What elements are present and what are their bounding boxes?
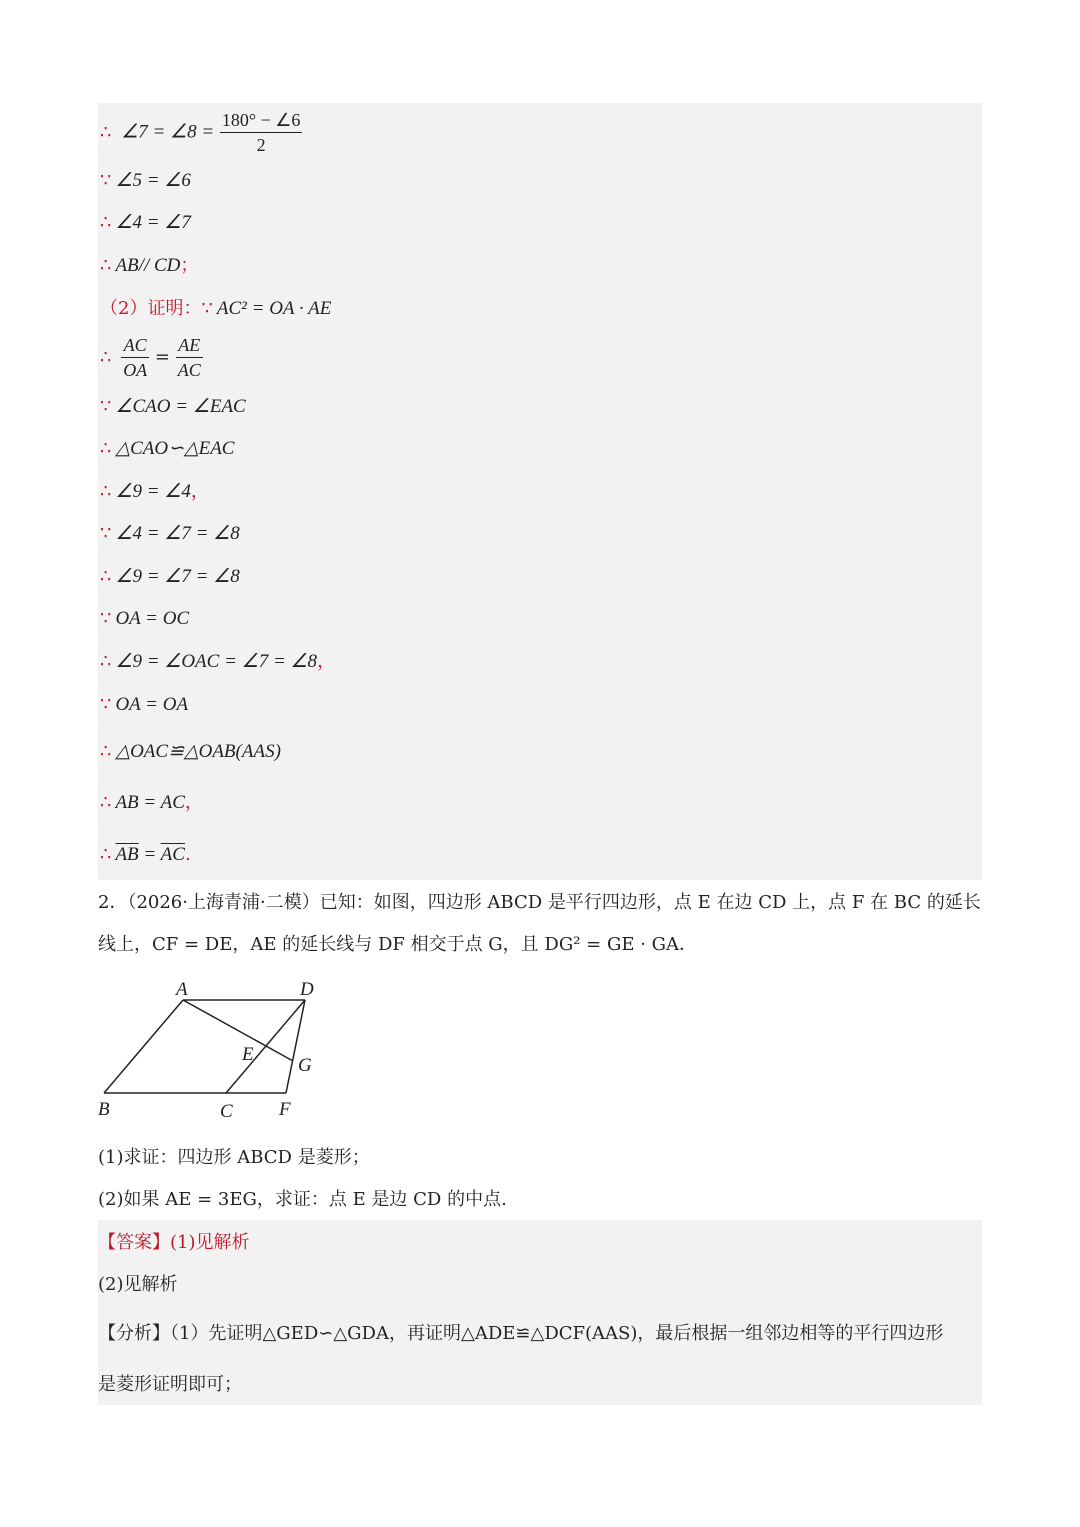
label-B: B	[98, 1099, 110, 1120]
therefore-symbol: ∴	[100, 121, 112, 143]
solution-line-5: （2）证明：∵ AC² = OA · AE	[100, 298, 332, 319]
solution-line-7: ∵ ∠CAO = ∠EAC	[100, 396, 246, 417]
solution-line-9: ∴ ∠9 = ∠4，	[100, 481, 209, 502]
solution-line-17: ∴ $\overline{AB} = \overline{AC}$.	[100, 844, 191, 865]
fraction: $\frac{AC}{OA}$	[123, 335, 148, 380]
solution-line-1	[100, 108, 302, 157]
solution-line-16: ∴ AB = AC，	[100, 792, 203, 813]
answer-line: 【答案】(1)见解析	[98, 1232, 250, 1253]
solution-line-8: ∴ △CAO∽△EAC	[100, 438, 235, 459]
problem-line-1: 2．（2026·上海青浦·二模）已知：如图，四边形 ABCD 是平行四边形，点 E 在边 CD 上，点 F 在 BC 的延长	[98, 892, 981, 913]
label-C: C	[220, 1101, 233, 1122]
segment-AG	[183, 1000, 293, 1061]
solution-line-13: ∴ ∠9 = ∠OAC = ∠7 = ∠8，	[100, 651, 336, 672]
solution-line-11: ∴ ∠9 = ∠7 = ∠8	[100, 566, 240, 587]
label-F: F	[279, 1099, 291, 1120]
analysis-line-2: 是菱形证明即可；	[98, 1374, 242, 1395]
solution-line-3: ∴ ∠4 = ∠7	[100, 212, 191, 233]
fraction: $\frac{180^\circ - \angle 6}{2}$	[221, 110, 301, 155]
solution-line-4: ∴ AB// CD；	[100, 255, 199, 276]
analysis-line-1: 【分析】（1）先证明△GED∽△GDA，再证明△ADE≌△DCF(AAS)，最后根据一组邻边相等的平行四边形	[98, 1323, 944, 1344]
solution-line-15: ∴ △OAC≌△OAB(AAS)	[100, 741, 281, 762]
label-A: A	[176, 979, 188, 1000]
fraction: $\frac{AE}{AC}$	[177, 335, 201, 380]
label-E: E	[242, 1044, 254, 1065]
solution-line-2: ∵ ∠5 = ∠6	[100, 170, 191, 191]
answer-line-2: (2)见解析	[98, 1274, 178, 1295]
solution-line-12: ∵ OA = OC	[100, 608, 190, 629]
solution-line-10: ∵ ∠4 = ∠7 = ∠8	[100, 523, 240, 544]
label-D: D	[300, 979, 314, 1000]
equation: ∠7 = ∠8 =	[121, 121, 215, 143]
problem-part-2: (2)如果 AE = 3EG，求证：点 E 是边 CD 的中点.	[98, 1189, 507, 1210]
parallelogram-figure	[90, 975, 330, 1125]
solution-panel	[98, 103, 982, 880]
label-G: G	[298, 1055, 312, 1076]
segment-AB	[104, 1000, 183, 1093]
problem-part-1: (1)求证：四边形 ABCD 是菱形；	[98, 1147, 370, 1168]
problem-line-2: 线上，CF = DE，AE 的延长线与 DF 相交于点 G，且 DG² = GE · GA．	[98, 934, 698, 955]
solution-line-14: ∵ OA = OA	[100, 694, 189, 715]
solution-line-6: ∴ $\frac{AC}{OA}$ = $\frac{AE}{AC}$	[100, 335, 201, 380]
segment-DF	[286, 1000, 305, 1093]
